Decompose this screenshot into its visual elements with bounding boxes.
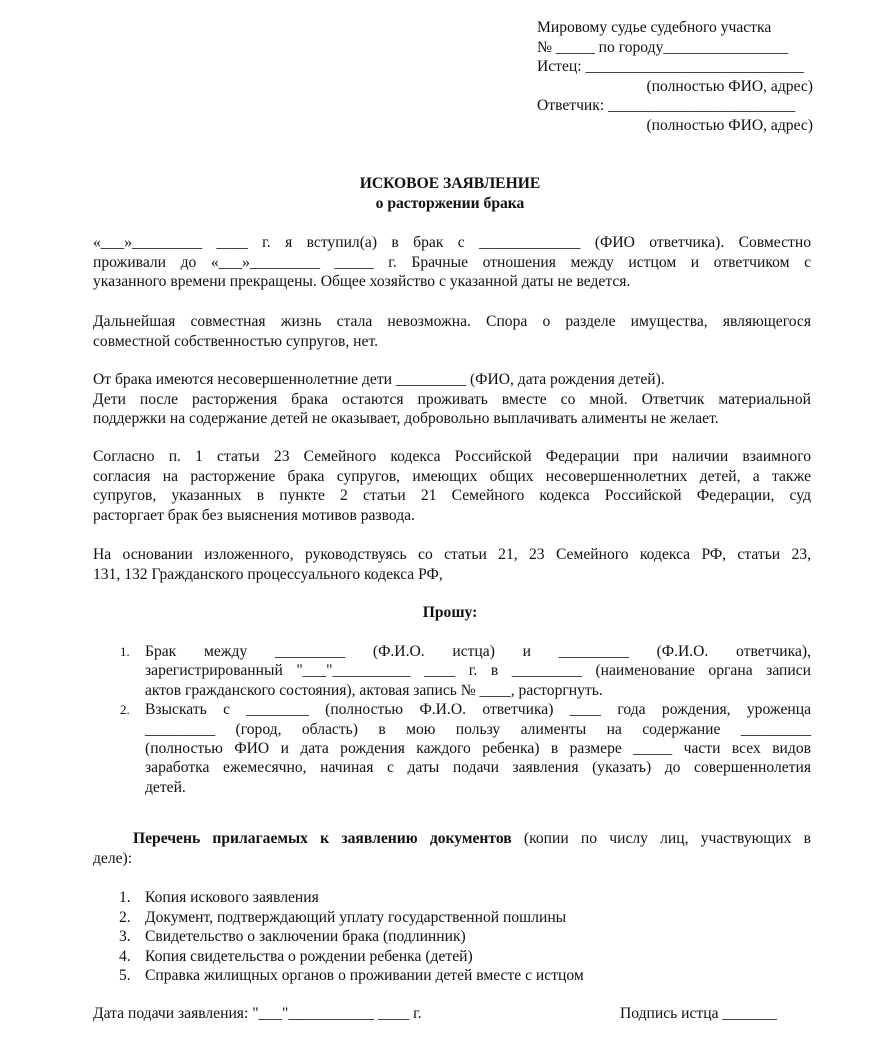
- paragraph-line: проживали до «___»_________ _____ г. Брачные отношения между истцом и ответчиком с: [93, 253, 811, 271]
- paragraph-legal-basis: [93, 545, 811, 584]
- attachment-text: Справка жилищных органов о проживании детей вместе с истцом: [145, 967, 584, 984]
- request-item: [93, 642, 811, 700]
- attachment-text: Копия искового заявления: [145, 889, 319, 906]
- attachment-number: 3.: [119, 928, 131, 945]
- attachments-heading-line2: деле):: [93, 849, 133, 867]
- request-item-line: _________ (город, область) в мою пользу алименты на содержание _________: [145, 720, 811, 738]
- paragraph-line: супругов, указанных в пункте 2 статьи 21 Семейного кодекса Российской Федерации, суд: [93, 487, 811, 504]
- document-title-main: ИСКОВОЕ ЗАЯВЛЕНИЕ: [359, 175, 541, 192]
- attachment-text: Копия свидетельства о рождении ребенка (детей): [145, 947, 473, 965]
- request-item-line: детей.: [145, 778, 186, 796]
- plaintiff-signature-line: Подпись истца _______: [620, 1005, 777, 1022]
- attachment-number: 2.: [119, 908, 131, 926]
- paragraph-line: Дальнейшая совместная жизнь стала невозможна. Спора о разделе имущества, являющегося: [93, 313, 811, 330]
- attachment-number: 5.: [119, 967, 131, 984]
- request-heading: Прошу:: [422, 604, 478, 621]
- request-item-line: Брак между _________ (Ф.И.О. истца) и _________ (Ф.И.О. ответчика),: [145, 643, 811, 660]
- request-list: [93, 642, 811, 797]
- paragraph-line: расторгает брак без выяснения мотивов развода.: [93, 506, 415, 524]
- filing-date-line: Дата подачи заявления: "___"___________ ____ г.: [93, 1005, 422, 1022]
- paragraph-family-code: [93, 447, 811, 525]
- plaintiff-note: (полностью ФИО, адрес): [646, 77, 813, 95]
- request-item-line: заработка ежемесячно, начиная с даты подачи заявления (указать) до совершеннолетия: [145, 759, 811, 777]
- paragraph-impossible-life: [93, 312, 811, 351]
- attachments-heading-rest: (копии по числу лиц, участвующих в: [511, 830, 812, 847]
- request-item-line: Взыскать с ________ (полностью Ф.И.О. ответчика) ____ года рождения, уроженца: [145, 701, 811, 719]
- paragraph-line: От брака имеются несовершеннолетние дети _________ (ФИО, дата рождения детей).: [93, 371, 665, 388]
- request-item-line: зарегистрированный "___"__________ ____ г. в _________ (наименование органа записи: [145, 662, 811, 680]
- document-title-sub: о расторжении брака: [375, 194, 525, 212]
- attachment-item: [93, 927, 811, 947]
- addressee-line-judge: Мировому судье судебного участка: [537, 19, 772, 36]
- request-item-number: 1.: [120, 644, 130, 659]
- attachment-item: [93, 888, 811, 908]
- paragraph-line: «___»_________ ____ г. я вступил(а) в брак с _____________ (ФИО ответчика). Совместно: [93, 234, 811, 251]
- attachments-heading: [93, 829, 811, 868]
- paragraph-line: 131, 132 Гражданского процессуального кодекса РФ,: [93, 565, 443, 583]
- paragraph-line: согласия на расторжение брака супругов, имеющих общих несовершеннолетних детей, а также: [93, 467, 811, 485]
- addressee-line-district: № _____ по городу________________: [537, 38, 789, 56]
- document-footer: [93, 1005, 777, 1025]
- addressee-block: [537, 18, 813, 135]
- request-item: [93, 700, 811, 797]
- attachment-item: [93, 966, 811, 986]
- attachment-text: Документ, подтверждающий уплату государственной пошлины: [145, 908, 567, 926]
- paragraph-line: совместной собственностью супругов, нет.: [93, 332, 378, 350]
- paragraph-line: Согласно п. 1 статьи 23 Семейного кодекса Российской Федерации при наличии взаимного: [93, 448, 811, 465]
- attachment-number: 1.: [119, 889, 131, 906]
- attachments-heading-bold: Перечень прилагаемых к заявлению документов: [133, 830, 512, 847]
- paragraph-line: поддержки на содержание детей не оказывает, добровольно выплачивать алименты не желает.: [93, 410, 719, 427]
- attachment-item: [93, 947, 811, 967]
- paragraph-line: На основании изложенного, руководствуясь со статьи 21, 23 Семейного кодекса РФ, статьи 23,: [93, 546, 811, 563]
- request-item-number: 2.: [120, 702, 130, 718]
- request-item-line: актов гражданского состояния), актовая запись № ____, расторгнуть.: [145, 681, 603, 699]
- paragraph-line: указанного времени прекращены. Общее хозяйство с указанной даты не ведется.: [93, 273, 631, 290]
- attachment-item: [93, 908, 811, 928]
- attachment-text: Свидетельство о заключении брака (подлинник): [145, 928, 466, 945]
- attachments-heading-line: [93, 829, 811, 849]
- attachment-number: 4.: [119, 947, 131, 965]
- attachments-list: [93, 888, 811, 986]
- document-title: [0, 174, 870, 213]
- request-item-line: (полностью ФИО и дата рождения каждого ребенка) в размере _____ части всех видов: [145, 740, 811, 758]
- plaintiff-line: Истец: ____________________________: [537, 58, 804, 75]
- paragraph-children: [93, 370, 811, 429]
- paragraph-line: Дети после расторжения брака остаются проживать вместе со мной. Ответчик материальной: [93, 390, 811, 408]
- paragraph-marriage: [93, 233, 811, 292]
- defendant-note: (полностью ФИО, адрес): [646, 116, 813, 134]
- defendant-line: Ответчик: ________________________: [537, 97, 796, 114]
